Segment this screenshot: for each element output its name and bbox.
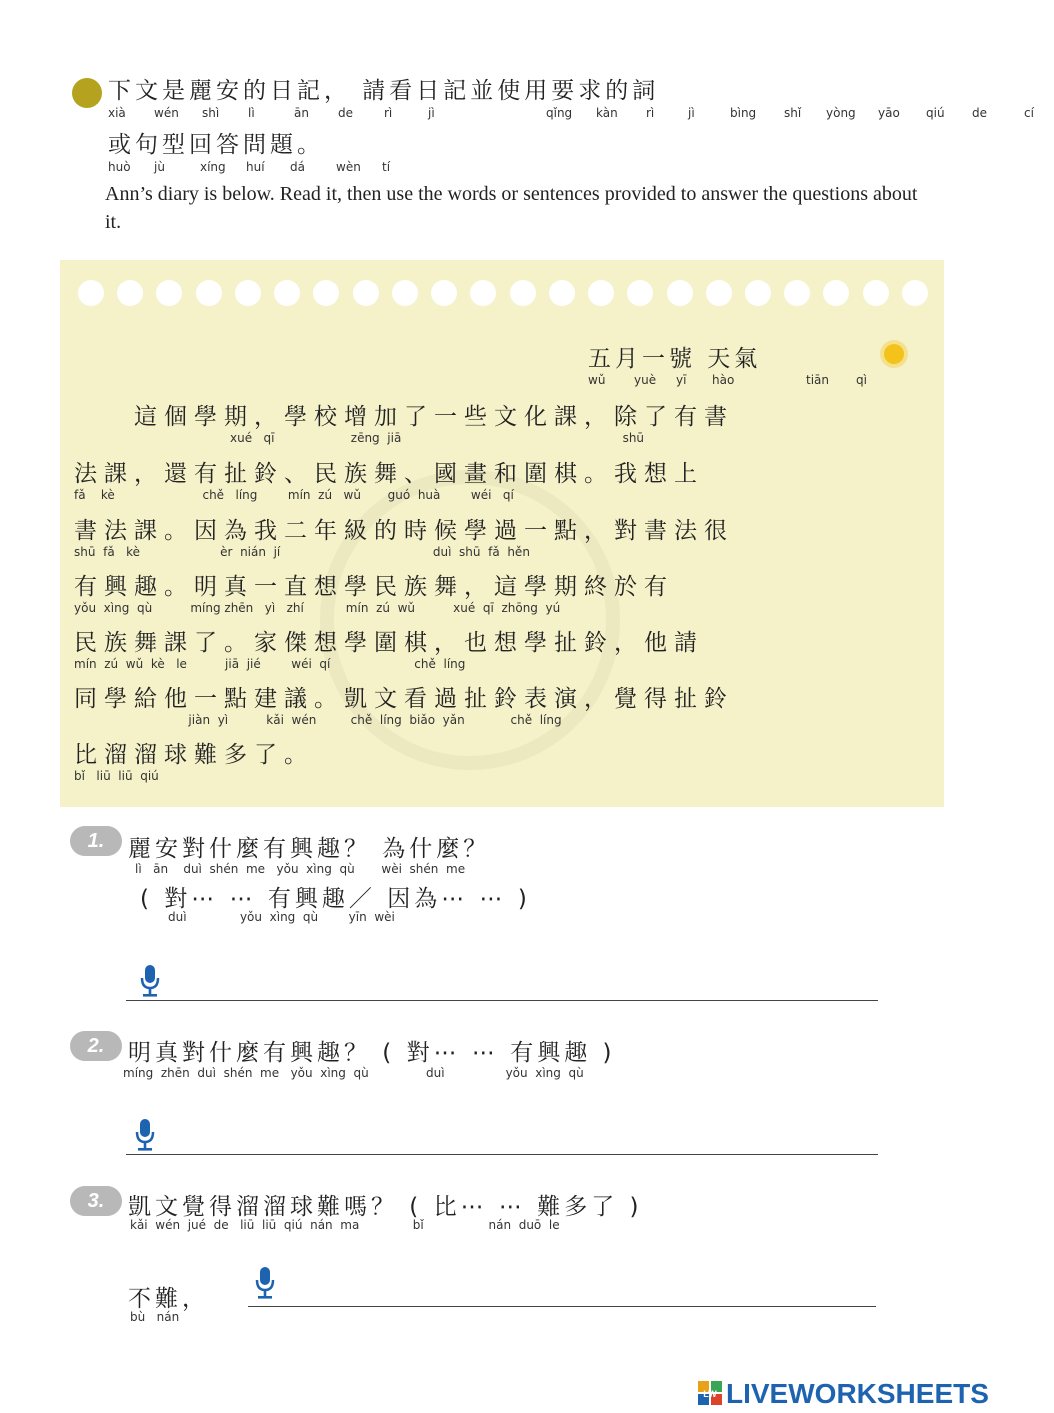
question-1-number: 1. bbox=[70, 826, 122, 856]
pinyin-syllable: bìng bbox=[730, 106, 757, 120]
diary-line-5: 民族舞課了。家傑想學圍棋，也想學扯鈴，他請 bbox=[74, 630, 704, 656]
question-1-pinyin: lì ān duì shén me yǒu xìng qù wèi shén me bbox=[135, 862, 466, 876]
answer-field-1[interactable] bbox=[126, 1000, 878, 1001]
pinyin-syllable: tí bbox=[382, 160, 391, 174]
pinyin-syllable: huò bbox=[108, 160, 131, 174]
pinyin-syllable: xíng bbox=[200, 160, 226, 174]
question-3-pinyin: kǎi wén jué de liū liū qiú nán ma bǐ nán duō le bbox=[130, 1218, 560, 1232]
pinyin-syllable: jù bbox=[154, 160, 165, 174]
question-2-pinyin: míng zhēn duì shén me yǒu xìng qù duì yǒu xìng qù bbox=[123, 1066, 584, 1080]
pinyin-syllable: ān bbox=[294, 106, 309, 120]
diary-line-5-pinyin: mín zú wǔ kè le jiā jié wéi qí chě líng bbox=[74, 657, 466, 671]
diary-line-3-pinyin: shū fǎ kè èr nián jí duì shū fǎ hěn bbox=[74, 545, 530, 559]
microphone-icon[interactable] bbox=[139, 964, 161, 998]
pinyin-syllable: de bbox=[338, 106, 353, 120]
pinyin-syllable: wén bbox=[154, 106, 179, 120]
question-1-hint-pinyin: duì yǒu xìng qù yīn wèi bbox=[168, 910, 395, 924]
pinyin-syllable: rì bbox=[384, 106, 393, 120]
question-3-prefix: 不難， bbox=[128, 1286, 209, 1312]
pinyin-syllable: de bbox=[972, 106, 987, 120]
question-1-hint: ( 對⋯ ⋯ 有興趣／ 因為⋯ ⋯ ) bbox=[140, 886, 531, 912]
diary-date: 五月一號 天氣 bbox=[588, 346, 762, 372]
diary-line-1-pinyin: xué qī zēng jiā shū bbox=[230, 431, 645, 445]
instruction-bullet bbox=[72, 78, 102, 108]
pinyin-syllable: kàn bbox=[596, 106, 618, 120]
microphone-icon[interactable] bbox=[134, 1118, 156, 1152]
pinyin-syllable: yī bbox=[676, 373, 687, 387]
diary-line-4: 有興趣。明真一直想學民族舞，這學期終於有 bbox=[74, 574, 674, 600]
pinyin-syllable: qì bbox=[856, 373, 867, 387]
instruction-english: Ann’s diary is below. Read it, then use the words or sentences provided to answer the questions about it. bbox=[105, 183, 918, 233]
diary-line-2-pinyin: fǎ kè chě líng mín zú wǔ guó huà wéi qí bbox=[74, 488, 514, 502]
sun-icon bbox=[884, 344, 904, 364]
pinyin-syllable: rì bbox=[646, 106, 655, 120]
question-2-text: 明真對什麼有興趣？ ( 對⋯ ⋯ 有興趣 ) bbox=[128, 1040, 616, 1066]
pinyin-syllable: shì bbox=[202, 106, 220, 120]
pinyin-syllable: qiú bbox=[926, 106, 945, 120]
answer-field-2[interactable] bbox=[126, 1154, 878, 1155]
pinyin-syllable: shǐ bbox=[784, 106, 802, 120]
answer-field-3[interactable] bbox=[248, 1306, 876, 1307]
pinyin-syllable: jì bbox=[428, 106, 435, 120]
question-1-text: 麗安對什麼有興趣？ 為什麼？ bbox=[128, 836, 491, 862]
diary-line-1: 這個學期，學校增加了一些文化課，除了有書 bbox=[74, 404, 734, 430]
diary-line-3: 書法課。因為我二年級的時候學過一點，對書法很 bbox=[74, 518, 734, 544]
logo-badge-text: LW bbox=[703, 1389, 717, 1399]
pinyin-syllable: huí bbox=[246, 160, 265, 174]
diary-line-7-pinyin: bǐ liū liū qiú bbox=[74, 769, 159, 783]
diary-line-7: 比溜溜球難多了。 bbox=[74, 742, 314, 768]
diary-line-6-pinyin: jiàn yì kǎi wén chě líng biǎo yǎn chě líng bbox=[74, 713, 562, 727]
pinyin-syllable: tiān bbox=[806, 373, 829, 387]
pinyin-syllable: yuè bbox=[634, 373, 657, 387]
diary-line-2: 法課，還有扯鈴、民族舞、國畫和圍棋。我想上 bbox=[74, 461, 704, 487]
diary-line-4-pinyin: yǒu xìng qù míng zhēn yì zhí mín zú wǔ xué qī zhōng yú bbox=[74, 601, 561, 615]
pinyin-syllable: xià bbox=[108, 106, 126, 120]
question-2-number: 2. bbox=[70, 1031, 122, 1061]
instruction-zh-line2: 或句型回答問題。 bbox=[108, 132, 324, 158]
liveworksheets-logo[interactable]: LIVEWORKSHEETS bbox=[726, 1378, 989, 1409]
pinyin-syllable: lì bbox=[248, 106, 255, 120]
question-3-number: 3. bbox=[70, 1186, 122, 1216]
instruction-pinyin-line1 bbox=[108, 106, 1054, 120]
pinyin-syllable: yāo bbox=[878, 106, 900, 120]
diary-line-6: 同學給他一點建議。凱文看過扯鈴表演，覺得扯鈴 bbox=[74, 686, 734, 712]
pinyin-syllable: dá bbox=[290, 160, 305, 174]
microphone-icon[interactable] bbox=[254, 1266, 276, 1300]
pinyin-syllable: jì bbox=[688, 106, 695, 120]
liveworksheets-logo-icon bbox=[698, 1381, 722, 1405]
notebook-holes bbox=[78, 280, 928, 308]
pinyin-syllable: qǐng bbox=[546, 106, 573, 120]
question-3-prefix-pinyin: bù nán bbox=[130, 1310, 180, 1324]
pinyin-syllable: wèn bbox=[336, 160, 361, 174]
question-3-text: 凱文覺得溜溜球難嗎？ ( 比⋯ ⋯ 難多了 ) bbox=[128, 1194, 643, 1220]
pinyin-syllable: yòng bbox=[826, 106, 856, 120]
diary-date-pinyin bbox=[588, 373, 886, 387]
instruction-pinyin-line2 bbox=[108, 160, 412, 174]
pinyin-syllable: hào bbox=[712, 373, 735, 387]
instruction-zh-line1: 下文是麗安的日記， 請看日記並使用要求的詞 bbox=[108, 78, 660, 104]
pinyin-syllable: wǔ bbox=[588, 373, 606, 387]
pinyin-syllable: cí bbox=[1024, 106, 1034, 120]
